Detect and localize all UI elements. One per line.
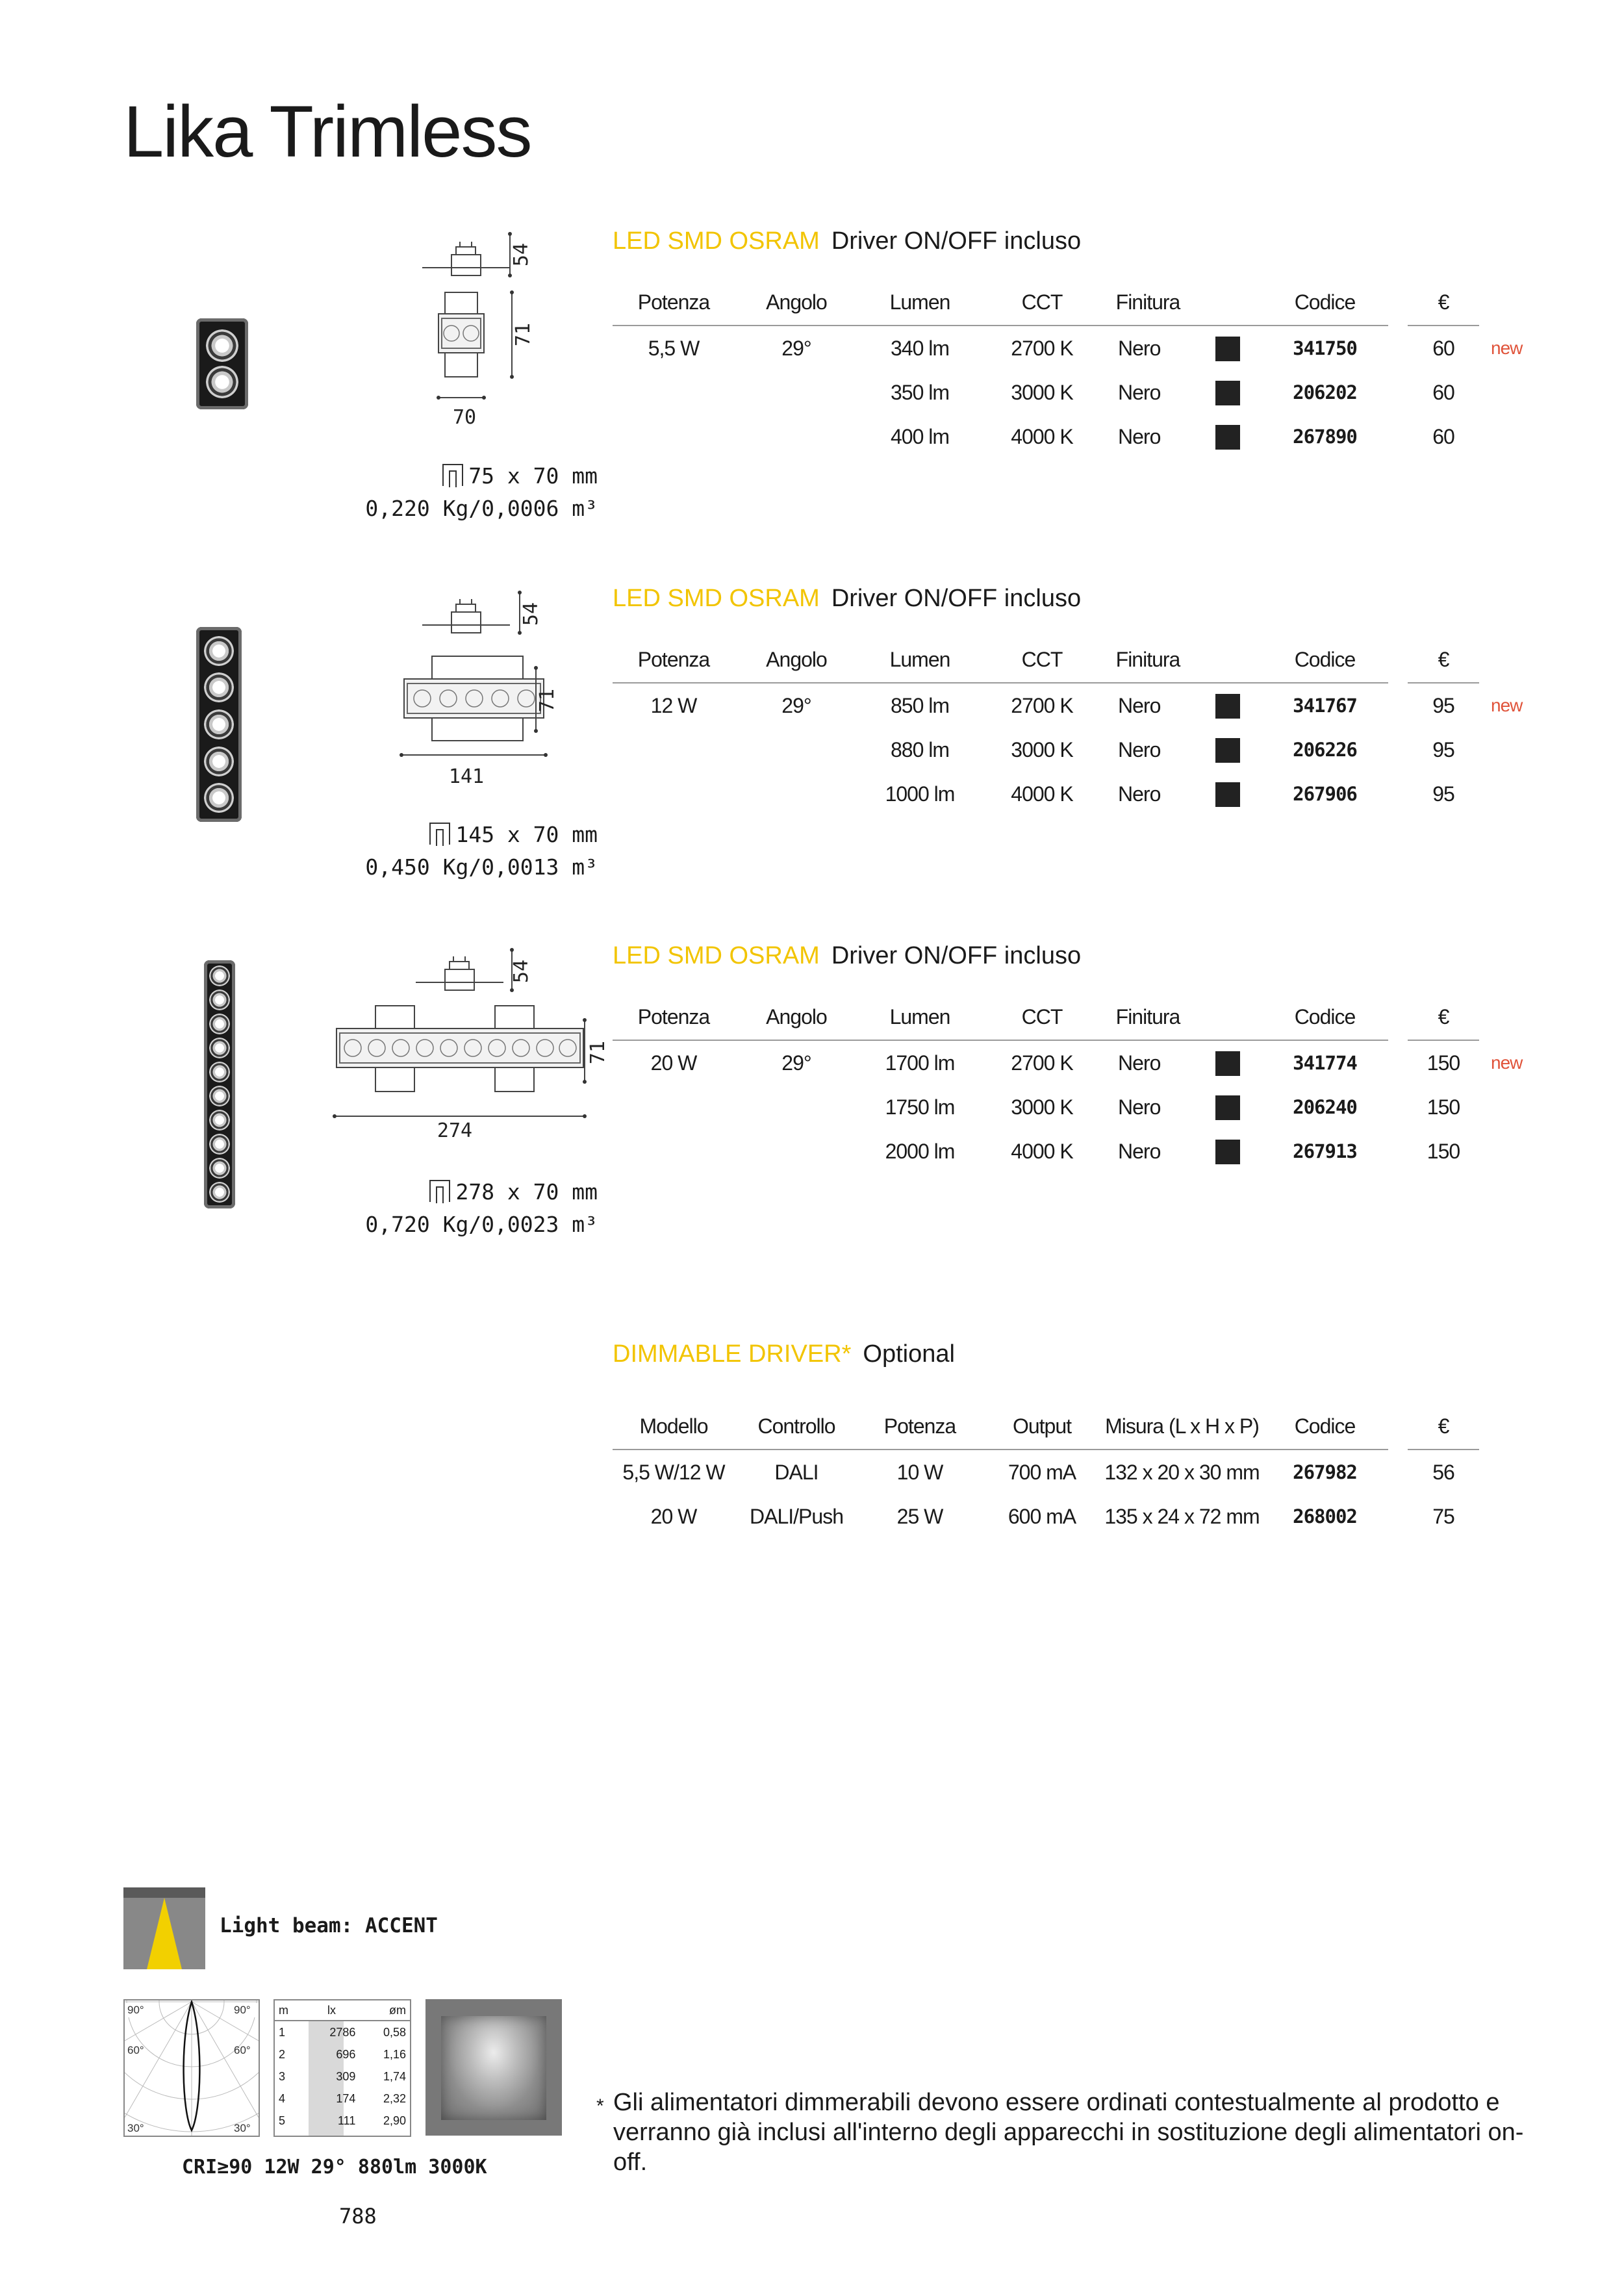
lux-header: øm [359, 2000, 410, 2021]
cell-potenza [613, 1085, 735, 1129]
footnote-text: Gli alimentatori dimmerabili devono essere ordinati contestualmente al prodotto e verranno già inclusi all'interno degli apparecchi in sostituzione degli alimentatori on-off. [613, 2089, 1524, 2176]
lux-header: lx [304, 2000, 360, 2021]
column-header: Finitura [1102, 637, 1193, 683]
package-box-icon [429, 1180, 450, 1202]
led-lens [204, 672, 234, 702]
page-number: 788 [339, 2204, 377, 2229]
column-header: Codice [1262, 637, 1388, 683]
new-badge [1479, 1085, 1551, 1129]
product-spec-table [613, 279, 1551, 459]
black-square-swatch-icon [1215, 782, 1240, 807]
cell-lumen: 340 lm [890, 336, 950, 360]
black-square-swatch-icon [1215, 1051, 1240, 1076]
lux-row: 5 111 2,90 [279, 2114, 406, 2127]
column-header: Codice [1262, 279, 1388, 326]
cell-finitura: Nero [1118, 424, 1161, 448]
column-header: € [1408, 637, 1479, 683]
package-info [325, 1176, 598, 1241]
lux-row: 1 2786 0,58 [279, 2025, 406, 2039]
cell-prezzo: 60 [1432, 424, 1454, 448]
package-weight: 0,450 Kg/0,0013 m³ [365, 854, 598, 880]
polar-angle-label: 90° [127, 2004, 144, 2016]
cell-misura: 132 x 20 x 30 mm [1104, 1460, 1260, 1484]
cell-potenza: 12 W [650, 693, 697, 717]
cell-output: 600 mA [1008, 1504, 1076, 1528]
column-header: Lumen [858, 637, 982, 683]
column-header: Angolo [735, 637, 858, 683]
black-square-swatch-icon [1215, 694, 1240, 719]
cell-finitura: Nero [1118, 1139, 1161, 1163]
product-spec-table [613, 994, 1551, 1173]
column-header: Potenza [858, 1403, 982, 1450]
led-lens [209, 1110, 230, 1131]
section-accent: LED SMD OSRAM [613, 942, 820, 969]
package-info [325, 460, 598, 525]
column-header: Potenza [613, 279, 735, 326]
cell-cct: 3000 K [1011, 380, 1073, 404]
cell-codice: 341774 [1293, 1052, 1357, 1074]
column-header: Potenza [613, 637, 735, 683]
new-badge [1479, 772, 1551, 816]
new-badge: new [1491, 695, 1523, 715]
cell-modello: 20 W [650, 1504, 697, 1528]
table-row [613, 1494, 1479, 1539]
cell-prezzo: 150 [1427, 1139, 1460, 1163]
led-lens [209, 1182, 230, 1203]
black-square-swatch-icon [1215, 381, 1240, 405]
cell-prezzo: 95 [1432, 693, 1454, 717]
column-header: Potenza [613, 994, 735, 1040]
package-info [325, 819, 598, 884]
cell-codice: 341767 [1293, 695, 1357, 717]
cell-lumen: 1000 lm [885, 782, 955, 806]
package-weight: 0,720 Kg/0,0023 m³ [365, 1212, 598, 1237]
led-lens [204, 709, 234, 739]
cell-codice: 267906 [1293, 783, 1357, 805]
package-weight: 0,220 Kg/0,0006 m³ [365, 496, 598, 521]
cell-angolo [735, 772, 858, 816]
cell-lumen: 2000 lm [885, 1139, 955, 1163]
cell-prezzo: 60 [1432, 336, 1454, 360]
cell-cct: 2700 K [1011, 336, 1073, 360]
column-header: Lumen [858, 994, 982, 1040]
led-lens [209, 1038, 230, 1058]
cell-angolo [735, 370, 858, 415]
cell-finitura: Nero [1118, 1051, 1161, 1075]
dim-depth-label: 71 [536, 688, 559, 713]
led-lens [209, 990, 230, 1010]
cell-potenza [613, 728, 735, 772]
cell-output: 700 mA [1008, 1460, 1076, 1484]
cell-controllo: DALI/Push [750, 1504, 843, 1528]
column-header: Angolo [735, 994, 858, 1040]
column-header: CCT [982, 637, 1102, 683]
cell-cct: 4000 K [1011, 1139, 1073, 1163]
cell-potenza: 5,5 W [648, 336, 700, 360]
cell-finitura: Nero [1118, 380, 1161, 404]
cell-prezzo: 56 [1432, 1460, 1454, 1484]
package-box-icon [442, 464, 463, 486]
column-header: € [1408, 279, 1479, 326]
footnote-star: * [596, 2095, 604, 2117]
polar-diagram [123, 1999, 260, 2137]
cell-angolo [735, 1129, 858, 1173]
column-header: Misura (L x H x P) [1102, 1403, 1262, 1450]
lux-header: m [275, 2000, 304, 2021]
cell-codice: 267982 [1293, 1461, 1357, 1483]
dim-depth-label: 71 [512, 322, 535, 347]
led-lens [204, 783, 234, 813]
section-heading [613, 585, 1081, 613]
column-header: Modello [613, 1403, 735, 1450]
black-square-swatch-icon [1215, 337, 1240, 361]
page-title: Lika Trimless [123, 91, 531, 172]
section-subtitle: Driver ON/OFF incluso [831, 585, 1082, 612]
cell-potenza [613, 1129, 735, 1173]
cell-prezzo: 150 [1427, 1095, 1460, 1119]
column-header: € [1408, 994, 1479, 1040]
column-header: Angolo [735, 279, 858, 326]
technical-drawing-1 [416, 227, 630, 429]
cell-prezzo: 95 [1432, 782, 1454, 806]
product-spec-table [613, 637, 1551, 816]
cell-codice: 268002 [1293, 1505, 1357, 1527]
black-square-swatch-icon [1215, 738, 1240, 763]
column-header: CCT [982, 279, 1102, 326]
cell-finitura: Nero [1118, 336, 1161, 360]
cell-lumen: 400 lm [890, 424, 950, 448]
led-lens [204, 636, 234, 666]
dim-height-label: 54 [510, 242, 533, 267]
cell-codice: 206240 [1293, 1096, 1357, 1118]
light-beam-icon [123, 1887, 205, 1969]
cell-prezzo: 150 [1427, 1051, 1460, 1075]
cell-cct: 4000 K [1011, 424, 1073, 448]
cell-lumen: 850 lm [890, 693, 950, 717]
lux-row: 2 696 1,16 [279, 2047, 406, 2061]
cell-lumen: 880 lm [890, 737, 950, 761]
table-row [613, 772, 1551, 816]
new-badge [1479, 1129, 1551, 1173]
led-lens [206, 366, 238, 398]
illuminance-table [273, 1999, 411, 2137]
cell-codice: 267913 [1293, 1140, 1357, 1162]
cell-finitura: Nero [1118, 782, 1161, 806]
polar-curve-icon [125, 2000, 259, 2136]
cell-codice: 206226 [1293, 739, 1357, 761]
new-badge: new [1491, 337, 1523, 358]
package-size: 278 x 70 mm [455, 1179, 598, 1205]
cell-angolo: 29° [781, 336, 811, 360]
section-heading [613, 942, 1081, 970]
led-lens [209, 1134, 230, 1155]
new-badge [1479, 728, 1551, 772]
led-lens [209, 1014, 230, 1034]
table-row [613, 728, 1551, 772]
column-header: Lumen [858, 279, 982, 326]
cell-angolo [735, 1085, 858, 1129]
section-accent: LED SMD OSRAM [613, 227, 820, 255]
column-header: € [1408, 1403, 1479, 1450]
table-row [613, 1450, 1479, 1494]
cell-finitura: Nero [1118, 1095, 1161, 1119]
table-row [613, 1085, 1551, 1129]
new-badge [1479, 415, 1551, 459]
section-heading [613, 1340, 955, 1368]
cell-prezzo: 60 [1432, 380, 1454, 404]
section-subtitle: Driver ON/OFF incluso [831, 227, 1082, 255]
product-photo-2-light [196, 318, 248, 409]
section-accent: DIMMABLE DRIVER* [613, 1340, 852, 1368]
table-row [613, 1040, 1551, 1085]
light-render-image [425, 1999, 562, 2136]
product-photo-10-light [204, 960, 235, 1208]
led-lens [209, 1062, 230, 1082]
section-accent: LED SMD OSRAM [613, 585, 820, 612]
cell-cct: 2700 K [1011, 1051, 1073, 1075]
section-subtitle: Driver ON/OFF incluso [831, 942, 1082, 969]
column-header: Controllo [735, 1403, 858, 1450]
cell-lumen: 1700 lm [885, 1051, 955, 1075]
cell-cct: 2700 K [1011, 693, 1073, 717]
cell-angolo [735, 415, 858, 459]
section-subtitle: Optional [863, 1340, 955, 1368]
cell-potenza [613, 415, 735, 459]
cell-finitura: Nero [1118, 737, 1161, 761]
section-heading [613, 227, 1081, 255]
cell-potenza [613, 370, 735, 415]
dim-width-label: 141 [448, 765, 485, 788]
package-size: 75 x 70 mm [468, 463, 598, 489]
polar-angle-label: 60° [234, 2044, 251, 2056]
cell-angolo: 29° [781, 693, 811, 717]
cell-lumen: 1750 lm [885, 1095, 955, 1119]
lighting-spec-line: CRI≥90 12W 29° 880lm 3000K [182, 2156, 487, 2178]
column-header: Codice [1262, 1403, 1388, 1450]
led-lens [209, 1086, 230, 1106]
lux-row: 3 309 1,74 [279, 2069, 406, 2083]
black-square-swatch-icon [1215, 1095, 1240, 1120]
cell-potenza: 25 W [896, 1504, 943, 1528]
footnote [596, 2088, 1525, 2177]
table-row [613, 683, 1551, 728]
cell-codice: 267890 [1293, 426, 1357, 448]
cell-prezzo: 75 [1432, 1504, 1454, 1528]
new-badge [1479, 370, 1551, 415]
package-box-icon [429, 823, 450, 845]
dim-width-label: 70 [452, 406, 477, 429]
cell-prezzo: 95 [1432, 737, 1454, 761]
package-size: 145 x 70 mm [455, 822, 598, 847]
cell-potenza [613, 772, 735, 816]
led-lens [206, 329, 238, 362]
column-header: Finitura [1102, 279, 1193, 326]
black-square-swatch-icon [1215, 425, 1240, 450]
cell-misura: 135 x 24 x 72 mm [1104, 1504, 1260, 1528]
polar-angle-label: 30° [127, 2122, 144, 2134]
cell-codice: 341750 [1293, 337, 1357, 359]
dim-height-label: 54 [520, 602, 542, 626]
led-lens [204, 747, 234, 776]
polar-angle-label: 30° [234, 2122, 251, 2134]
column-header: CCT [982, 994, 1102, 1040]
cell-lumen: 350 lm [890, 380, 950, 404]
dim-height-label: 54 [510, 959, 533, 984]
table-row [613, 415, 1551, 459]
dim-depth-label: 71 [587, 1040, 609, 1065]
product-photo-5-light [196, 627, 242, 822]
cell-controllo: DALI [774, 1460, 818, 1484]
table-row [613, 1129, 1551, 1173]
light-beam-label: Light beam: ACCENT [220, 1914, 438, 1937]
table-row [613, 370, 1551, 415]
cell-angolo: 29° [781, 1051, 811, 1075]
cell-angolo [735, 728, 858, 772]
cell-codice: 206202 [1293, 381, 1357, 403]
cell-cct: 3000 K [1011, 737, 1073, 761]
lux-row: 4 174 2,32 [279, 2091, 406, 2105]
cell-potenza: 10 W [896, 1460, 943, 1484]
new-badge: new [1491, 1052, 1523, 1073]
polar-angle-label: 60° [127, 2044, 144, 2056]
cell-cct: 4000 K [1011, 782, 1073, 806]
column-header: Codice [1262, 994, 1388, 1040]
black-square-swatch-icon [1215, 1140, 1240, 1164]
driver-spec-table [613, 1403, 1479, 1539]
cell-cct: 3000 K [1011, 1095, 1073, 1119]
column-header: Finitura [1102, 994, 1193, 1040]
polar-angle-label: 90° [234, 2004, 251, 2016]
cell-finitura: Nero [1118, 693, 1161, 717]
column-header: Output [982, 1403, 1102, 1450]
cell-potenza: 20 W [650, 1051, 697, 1075]
dim-width-label: 274 [437, 1119, 473, 1142]
technical-drawing-3 [325, 942, 624, 1150]
led-lens [209, 965, 230, 986]
table-row [613, 326, 1551, 370]
technical-drawing-2 [390, 585, 624, 793]
led-lens [209, 1158, 230, 1179]
cell-modello: 5,5 W/12 W [622, 1460, 725, 1484]
light-beam-cone-icon [123, 1887, 205, 1969]
